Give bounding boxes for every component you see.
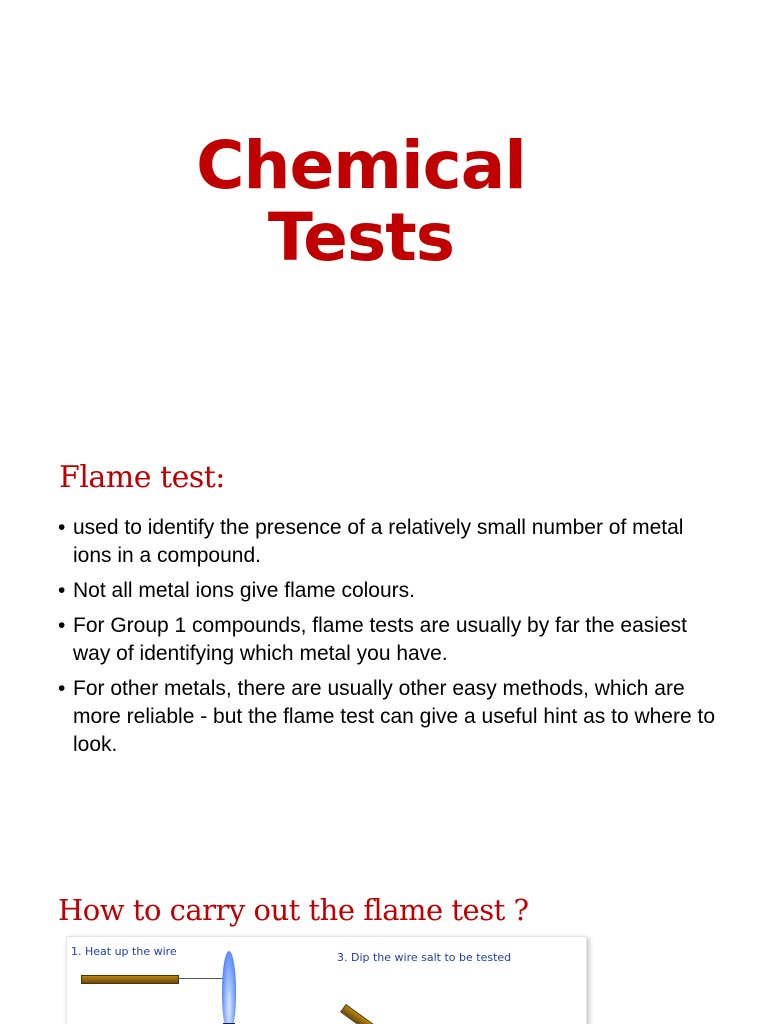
step-3-label: 3. Dip the wire salt to be tested	[337, 951, 512, 964]
how-to-heading: How to carry out the flame test ?	[58, 893, 529, 927]
bunsen-flame-image	[222, 951, 236, 1024]
title-line-1: Chemical	[196, 127, 526, 204]
bullet-text: Not all metal ions give flame colours.	[73, 579, 415, 602]
bullet-text: For other metals, there are usually other easy methods, which are more reliable - but the flame test can give a useful hint as to where to look.	[73, 677, 716, 756]
dipping-wire-image	[340, 1004, 419, 1024]
wire-handle-image	[81, 975, 179, 984]
flame-test-bullet-list	[58, 514, 718, 766]
bullet-dot: •	[58, 614, 66, 637]
step-1-label: 1. Heat up the wire	[71, 945, 177, 958]
bullet-item	[58, 577, 718, 605]
bullet-item	[58, 675, 718, 759]
flame-test-heading: Flame test:	[59, 460, 225, 495]
title-line-2: Tests	[267, 199, 455, 276]
wire-image	[177, 978, 223, 979]
page-title	[0, 127, 722, 276]
bullet-item	[58, 514, 718, 570]
bullet-text: For Group 1 compounds, flame tests are usually by far the easiest way of identifying which metal you have.	[73, 614, 687, 665]
bullet-text: used to identify the presence of a relatively small number of metal ions in a compound.	[73, 516, 684, 567]
bullet-dot: •	[58, 516, 66, 539]
bullet-item	[58, 612, 718, 668]
flame-test-diagram	[66, 936, 587, 1024]
bullet-dot: •	[58, 677, 66, 700]
bullet-dot: •	[58, 579, 66, 602]
